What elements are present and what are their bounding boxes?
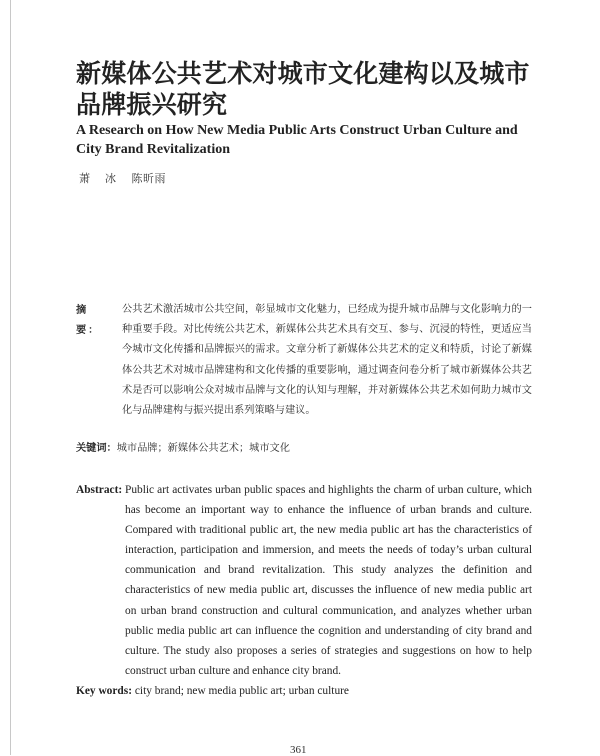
author-list (79, 170, 176, 186)
author-name: 陈昕雨 (131, 172, 166, 185)
abstract-chinese-label: 摘 要： (76, 304, 101, 337)
author-name: 萧 冰 (79, 172, 118, 185)
abstract-chinese-text: 公共艺术激活城市公共空间，彰显城市文化魅力，已经成为提升城市品牌与文化影响力的一种重要手段。对比传统公共艺术，新媒体公共艺术具有交互、参与、沉浸的特性，更适应当今城市文化传播和品牌振兴的需求。文章分析了新媒体公共艺术的定义和特质，讨论了新媒体公共艺术对城市品牌建构和文化传播的重要影响，通过调查问卷分析了城市新媒体公共艺术是否可以影响公众对城市品牌与文化的认知与理解，并对新媒体公共艺术如何助力城市文化与品牌建构与振兴提出系列策略与建议。 (122, 304, 532, 417)
keywords-chinese-label: 关键词： (76, 442, 117, 454)
abstract-english-text: Public art activates urban public spaces and highlights the charm of urban culture, which has become an important way to enhance the influence of urban brands and culture. Compared with traditional public art, the new media public art has the characteristics of interaction, participation and immersion, and meets the needs of today’s urban cultural communication and brand revitalization. This study analyzes the definition and characteristics of new media public art, discusses the influence of new media public art on urban brand construction and cultural communication, and analyzes whether urban public media public art can influence the cognition and understanding of city brand and culture. The study also proposes a series of strategies and suggestions on how to help construct urban culture and enhance city brand. (125, 484, 532, 677)
keywords-chinese (76, 438, 532, 459)
abstract-english (76, 480, 532, 681)
keywords-english-text: city brand; new media public art; urban culture (134, 685, 349, 697)
keywords-english-label: Key words: (76, 685, 132, 697)
keywords-english (76, 681, 532, 701)
abstract-english-label: Abstract: (76, 484, 123, 496)
page-number: 361 (290, 744, 307, 756)
abstract-chinese (76, 300, 532, 421)
paper-title-chinese: 新媒体公共艺术对城市文化建构以及城市品牌振兴研究 (76, 59, 530, 119)
paper-title-english: A Research on How New Media Public Arts Construct Urban Culture and City Brand Revitalization (76, 123, 518, 157)
keywords-chinese-text: 城市品牌；新媒体公共艺术；城市文化 (116, 443, 290, 454)
page-edge-line (10, 0, 11, 755)
